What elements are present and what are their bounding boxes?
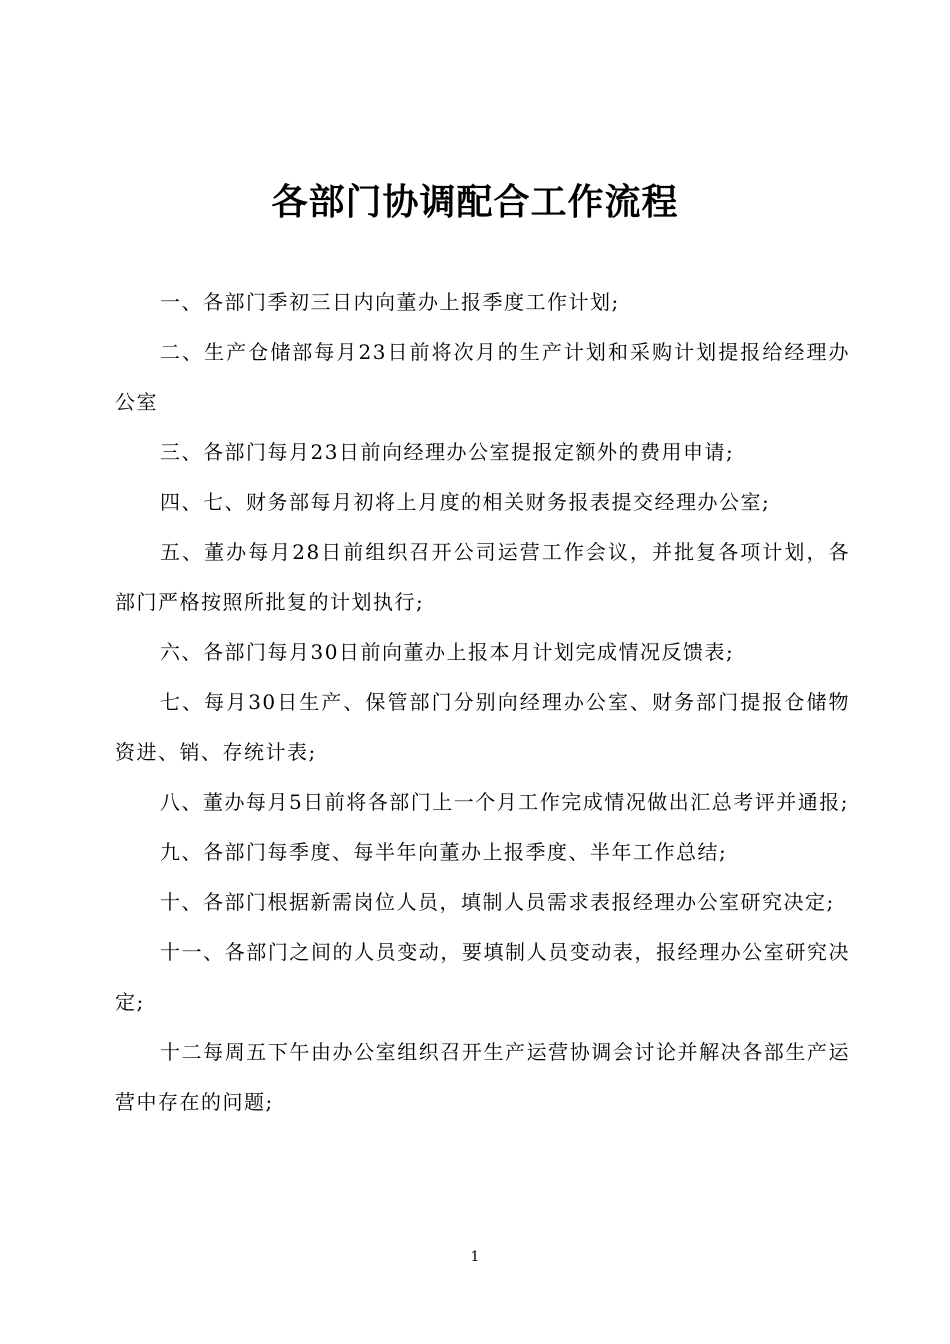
document-body xyxy=(115,277,850,1127)
page-number: 1 xyxy=(470,1249,480,1265)
paragraph-11: 十一、各部门之间的人员变动，要填制人员变动表，报经理办公室研究决定; xyxy=(115,940,850,1014)
paragraph-1: 一、各部门季初三日内向董办上报季度工作计划; xyxy=(160,290,620,314)
paragraph-2: 二、生产仓储部每月23日前将次月的生产计划和采购计划提报给经理办公室 xyxy=(115,340,850,414)
paragraph-6: 六、各部门每月30日前向董办上报本月计划完成情况反馈表; xyxy=(160,640,735,664)
paragraph-3: 三、各部门每月23日前向经理办公室提报定额外的费用申请; xyxy=(160,440,735,464)
paragraph-10: 十、各部门根据新需岗位人员，填制人员需求表报经理办公室研究决定; xyxy=(160,890,835,914)
paragraph-7: 七、每月30日生产、保管部门分别向经理办公室、财务部门提报仓储物资进、销、存统计表; xyxy=(115,690,850,764)
paragraph-8: 八、董办每月5日前将各部门上一个月工作完成情况做出汇总考评并通报; xyxy=(160,790,849,814)
paragraph-5: 五、董办每月28日前组织召开公司运营工作会议，并批复各项计划，各部门严格按照所批复的计划执行; xyxy=(115,540,850,614)
document-title: 各部门协调配合工作流程 xyxy=(271,182,679,223)
paragraph-4: 四、七、财务部每月初将上月度的相关财务报表提交经理办公室; xyxy=(160,490,771,514)
paragraph-9: 九、各部门每季度、每半年向董办上报季度、半年工作总结; xyxy=(160,840,728,864)
paragraph-12: 十二每周五下午由办公室组织召开生产运营协调会讨论并解决各部生产运营中存在的问题; xyxy=(115,1040,850,1114)
